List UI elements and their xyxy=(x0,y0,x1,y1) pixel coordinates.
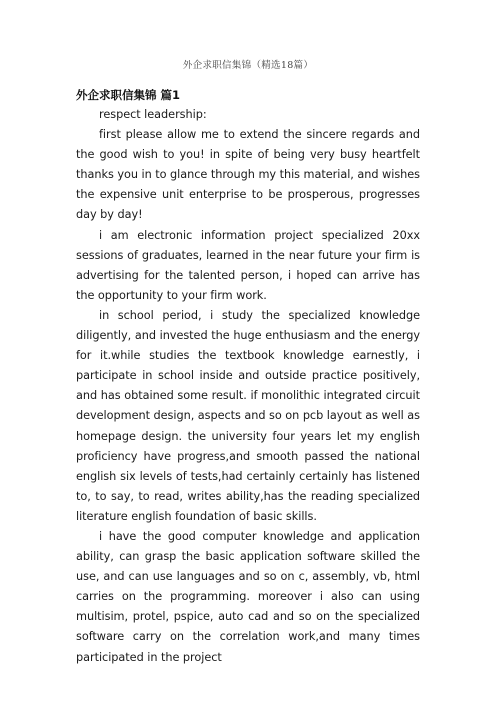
section-heading: 外企求职信集锦 篇1 xyxy=(76,88,181,102)
running-header: 外企求职信集锦（精选18篇） xyxy=(182,60,314,71)
body-paragraph: i am electronic information project specialized 20xx sessions of graduates, learned in the near future your firm is advertising for the talented person, i hoped can arrive has the opportunity to your firm work. xyxy=(76,228,420,302)
document-body xyxy=(76,86,420,668)
body-paragraph: in school period, i study the specialized knowledge diligently, and invested the huge enthusiasm and the energy for it.while studies the textbook knowledge earnestly, i participate in school inside and outside practice positively, and has obtained some result. if monolithic integrated circuit development design, aspects and so on pcb layout as well as homepage design. the university four years let my english proficiency have progress,and smooth passed the national english six levels of tests,had certainly certainly has listened to, to say, to read, writes ability,has the reading specialized literature english foundation of basic skills. xyxy=(76,308,421,523)
body-paragraph: i have the good computer knowledge and application ability, can grasp the basic application software skilled the use, and can use languages and so on c, assembly, vb, html carries on the programming. moreover i also can using multisim, protel, pspice, auto cad and so on the specialized software carry on the correlation work,and many times participated in the project xyxy=(76,529,420,664)
salutation-paragraph: respect leadership: xyxy=(99,108,207,121)
body-paragraph: first please allow me to extend the sincere regards and the good wish to you! in spite of being very busy heartfelt thanks you in to glance through my this material, and wishes the expensive unit enterprise to be prosperous, progresses day by day! xyxy=(76,128,420,222)
